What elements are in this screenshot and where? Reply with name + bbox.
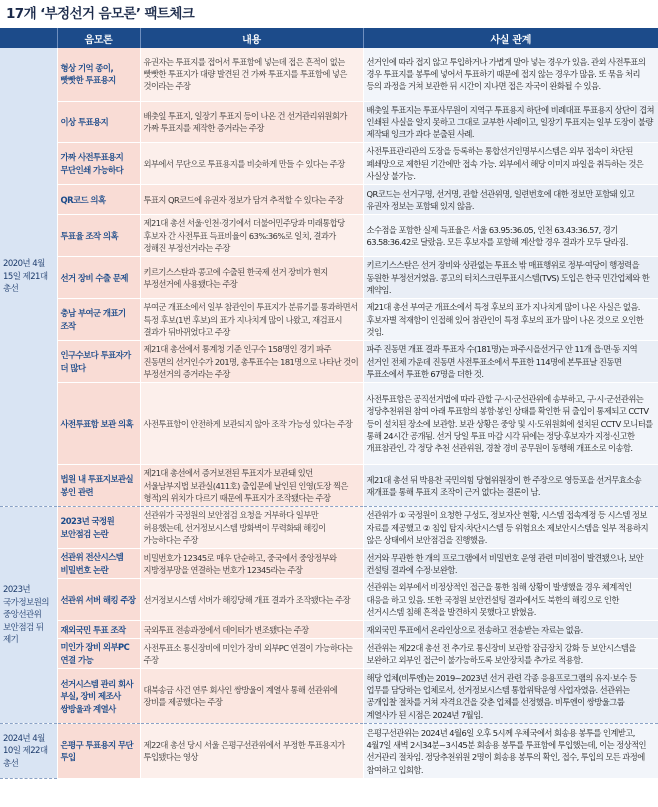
topic-cell: 법원 내 투표지보관실 봉인 관련 bbox=[57, 465, 140, 507]
content-cell: 선관위가 국정원의 보안점검 요청을 거부하다 일부만 허용했는데, 선거정보시스템 방화벽이 무력화돼 해킹이 가능하다는 주장 bbox=[140, 507, 363, 549]
content-cell: 유권자는 투표지를 접어서 투표함에 넣는데 접은 흔적이 없는 빳빳한 투표지가 대량 발견된 건 가짜 투표지를 투표함에 넣은 것이라는 주장 bbox=[140, 48, 363, 101]
topic-cell: 2023년 국정원 보안점검 논란 bbox=[57, 507, 140, 549]
topic-cell: 선관위 전산시스템 비밀번호 논란 bbox=[57, 549, 140, 579]
table-row bbox=[0, 579, 658, 621]
fact-cell: 사전투표함은 공직선거법에 따라 관할 구·시·군선관위에 송부하고, 구·시·군선관위는 정당추천위원 참여 아래 투표함의 봉함·봉인 상태를 확인한 뒤 출입이 통제되고 CCTV 등이 설치된 장소에 보관함. 보관 상황은 중앙 및 시·도위원회에 설치된 CCTV 모니터를 통해 24시간 공개됨. 선거 당일 투표 마감 시각 뒤에는 정당·후보자가 지정·신고한 개표참관인, 각 정당 추천 선관위원, 경찰 경비 공무원이 동행해 개표소로 이송함. bbox=[363, 383, 658, 465]
topic-cell: 선관위 서버 해킹 주장 bbox=[57, 579, 140, 621]
fact-cell: 키르기스스탄은 선거 장비와 상관없는 투표소 밖 매표행위로 정부·여당이 행정력을 동원한 부정선거였음. 콩고의 터치스크린투표시스템(TVS) 도입은 한국 민간업체와 한 계약임. bbox=[363, 257, 658, 299]
fact-cell: QR코드는 선거구명, 선거명, 관할 선관위명, 일련번호에 대한 정보만 포함돼 있고 유권자 정보는 포함돼 있지 않음. bbox=[363, 185, 658, 215]
topic-cell: 선거 장비 수출 문제 bbox=[57, 257, 140, 299]
content-cell: 키르기스스탄과 콩고에 수출된 한국제 선거 장비가 현지 부정선거에 사용됐다는 주장 bbox=[140, 257, 363, 299]
content-cell: 부여군 개표소에서 일부 참관인이 투표지가 분류기를 통과하면서 특정 후보(1번 후보)의 표가 지나치게 많이 나왔고, 재검표시 결과가 뒤바뀌었다고 주장 bbox=[140, 299, 363, 341]
table-row bbox=[0, 341, 658, 383]
table-row bbox=[0, 299, 658, 341]
topic-cell: 형상 기억 종이, 빳빳한 투표용지 bbox=[57, 48, 140, 101]
table-row bbox=[0, 48, 658, 101]
header-topic: 음모론 bbox=[57, 28, 140, 48]
fact-cell: 선관위는 외부에서 비정상적인 접근을 통한 침해 상황이 발생했을 경우 체계적인 대응을 하고 있음. 또한 국정원 보안컨설팅 결과에서도 북한의 해킹으로 인한 선거시스템 침해 흔적을 발견하지 못했다고 밝혔음. bbox=[363, 579, 658, 621]
topic-cell: 충남 부여군 개표기 조작 bbox=[57, 299, 140, 341]
header-fact: 사실 관계 bbox=[363, 28, 658, 48]
fact-cell: 사전투표관리관의 도장을 등록하는 통합선거인명부시스템은 외부 접속이 차단된 폐쇄망으로 제한된 기간에만 접속 가능. 외부에서 해당 이미지 파일을 취득하는 것은 사실상 불가능. bbox=[363, 143, 658, 185]
table-row bbox=[0, 185, 658, 215]
content-cell: 선거정보시스템 서버가 해킹당해 개표 결과가 조작됐다는 주장 bbox=[140, 579, 363, 621]
content-cell: 배춧잎 투표지, 일장기 투표지 등이 나온 건 선거관리위원회가 가짜 투표지를 제작한 증거라는 주장 bbox=[140, 101, 363, 143]
content-cell: 외부에서 무단으로 투표용지를 비슷하게 만들 수 있다는 주장 bbox=[140, 143, 363, 185]
fact-cell: 소수점을 포함한 실제 득표율은 서울 63.95:36.05, 인천 63.43:36.57, 경기 63.58:36.42로 달랐음. 모든 후보자를 포함해 계산할 경우 결과가 모두 달라짐. bbox=[363, 215, 658, 257]
fact-check-table bbox=[0, 28, 658, 779]
topic-cell: 은평구 투표용지 무단 투입 bbox=[57, 724, 140, 779]
content-cell: 제22대 총선 당시 서울 은평구선관위에서 부정한 투표용지가 투입됐다는 영상 bbox=[140, 724, 363, 779]
table-row bbox=[0, 669, 658, 724]
header-content: 내용 bbox=[140, 28, 363, 48]
content-cell: 투표지 QR코드에 유권자 정보가 담겨 추적할 수 있다는 주장 bbox=[140, 185, 363, 215]
topic-cell: 미인가 장비 외부PC 연결 가능 bbox=[57, 639, 140, 669]
topic-cell: QR코드 의혹 bbox=[57, 185, 140, 215]
fact-cell: 은평구선관위는 2024년 4월6일 오후 5시께 우체국에서 회송용 봉투를 인계받고, 4월7일 새벽 2시34분~3시45분 회송용 봉투를 투표함에 투입했는데, 이는 정상적인 선거관리 절차임. 정당추천위원 2명이 회송용 봉투의 확인, 접수, 투입의 모든 과정에 참여하고 입회함. bbox=[363, 724, 658, 779]
table-row bbox=[0, 724, 658, 779]
page-title: 17개 ‘부정선거 음모론’ 팩트체크 bbox=[6, 6, 195, 22]
content-cell: 제21대 총선 서울·인천·경기에서 더불어민주당과 미래통합당 후보자 간 사전투표 득표비율이 63%:36%로 일치, 결과가 정해진 부정선거라는 주장 bbox=[140, 215, 363, 257]
content-cell: 사전투표소 통신장비에 미인가 장비 외부PC 연결이 가능하다는 주장 bbox=[140, 639, 363, 669]
topic-cell: 재외국민 투표 조작 bbox=[57, 621, 140, 639]
table-row bbox=[0, 639, 658, 669]
table-header-row bbox=[0, 28, 658, 48]
table-row bbox=[0, 257, 658, 299]
group-label-2020: 2020년 4월 15일 제21대 총선 bbox=[0, 48, 57, 507]
header-group bbox=[0, 28, 57, 48]
content-cell: 비밀번호가 12345로 매우 단순하고, 중국에서 중앙정부와 지방정부망을 연결하는 번호가 12345라는 주장 bbox=[140, 549, 363, 579]
topic-cell: 인구수보다 투표자가 더 많다 bbox=[57, 341, 140, 383]
table-row bbox=[0, 549, 658, 579]
table-row bbox=[0, 507, 658, 549]
table-row bbox=[0, 215, 658, 257]
table-row bbox=[0, 621, 658, 639]
topic-cell: 선거시스템 관리 회사 부실, 장비 제조사 쌍방울과 계열사 bbox=[57, 669, 140, 724]
group-label-2023: 2023년 국가정보원의 중앙선관위 보안점검 뒤 제기 bbox=[0, 507, 57, 724]
table-row bbox=[0, 143, 658, 185]
group-label-2024: 2024년 4월 10일 제22대 총선 bbox=[0, 724, 57, 779]
topic-cell: 사전투표함 보관 의혹 bbox=[57, 383, 140, 465]
table-row bbox=[0, 101, 658, 143]
content-cell: 제21대 총선에서 통계청 기준 인구수 158명인 경기 파주 진동면의 선거인수가 201명, 총투표수는 181명으로 나타난 것이 부정선거의 증거라는 주장 bbox=[140, 341, 363, 383]
fact-cell: 선관위는 제22대 총선 전 추가로 통신장비 보관함 잠금장치 강화 등 보안시스템을 보완하고 외부인 접근이 불가능하도록 보안장치를 추가로 적용함. bbox=[363, 639, 658, 669]
content-cell: 제21대 총선에서 증거보전된 투표지가 보관돼 있던 서울남부지법 보관실(411호) 출입문에 날인된 인영(도장 찍은 형적)의 위치가 다르기 때문에 투표지가 조작됐다는 주장 bbox=[140, 465, 363, 507]
content-cell: 사전투표함이 안전하게 보관되지 않아 조작 가능성 있다는 주장 bbox=[140, 383, 363, 465]
fact-cell: 배춧잎 투표지는 투표사무원이 지역구 투표용지 하단에 비례대표 투표용지 상단이 겹쳐 인쇄된 사실을 알지 못하고 그대로 교부한 사례이고, 일장기 투표지는 일부 도장이 불량 제작돼 잉크가 과다 분출된 사례. bbox=[363, 101, 658, 143]
content-cell: 국외투표 전송과정에서 데이터가 변조됐다는 주장 bbox=[140, 621, 363, 639]
content-cell: 대북송금 사건 연루 회사인 쌍방울이 계열사 통해 선관위에 장비를 제공했다는 주장 bbox=[140, 669, 363, 724]
fact-cell: 제21대 총선 뒤 박용찬 국민의힘 당협위원장이 한 주장으로 영등포을 선거무효소송 재개표를 통해 투표지 조작이 근거 없다는 결론이 남. bbox=[363, 465, 658, 507]
fact-cell: 재외국민 투표에서 온라인상으로 전송하고 전송받는 자료는 없음. bbox=[363, 621, 658, 639]
fact-cell: 제21대 총선 부여군 개표소에서 특정 후보의 표가 지나치게 많이 나온 사실은 없음. 후보자별 적재함이 인접해 있어 참관인이 특정 후보의 표가 많이 나온 것으로 오인한 것임. bbox=[363, 299, 658, 341]
topic-cell: 이상 투표용지 bbox=[57, 101, 140, 143]
fact-cell: 선거와 무관한 한 개의 프로그램에서 비밀번호 운영 관련 미비점이 발견됐으나, 보안 컨설팅 결과에 수정·보완함. bbox=[363, 549, 658, 579]
fact-cell: 파주 진동면 개표 결과 투표자 수(181명)는 파주시을선거구 안 11개 읍·면·동 지역 선거인 전체 가운데 진동면 사전투표소에서 투표한 114명에 본투표날 진동면 투표소에서 투표한 67명을 더한 것. bbox=[363, 341, 658, 383]
fact-cell: 선거인에 따라 접지 않고 투입하거나 가볍게 말아 넣는 경우가 있음. 관외 사전투표의 경우 투표지를 봉투에 넣어서 투표하기 때문에 접지 않는 경우가 많음. 또 묶음 처리 등의 과정을 거쳐 보관한 뒤 시간이 지나면 접은 자국이 완화될 수 있음. bbox=[363, 48, 658, 101]
fact-cell: 해당 업체(비투엔)는 2019~2023년 선거 관련 각종 응용프로그램의 유지·보수 등 업무를 담당하는 업체로서, 선거정보시스템 통합위탁운영 사업자였음. 선관위는 공개입찰 절차를 거쳐 자격요건을 갖춘 업체를 선정했음. 비투엔이 쌍방울그룹 계열사가 된 시점은 2024년 7월임. bbox=[363, 669, 658, 724]
fact-cell: 선관위가 ① 국정원이 요청한 구성도, 정보자산 현황, 시스템 접속계정 등 시스템 정보 자료를 제공했고 ② 침입 탐지·차단시스템 등 위험요소 제보안시스템을 일부 적용하지 않은 상태에서 보안점검을 진행했음. bbox=[363, 507, 658, 549]
topic-cell: 가짜 사전투표용지 무단인쇄 가능하다 bbox=[57, 143, 140, 185]
table-row bbox=[0, 383, 658, 465]
topic-cell: 투표율 조작 의혹 bbox=[57, 215, 140, 257]
table-row bbox=[0, 465, 658, 507]
